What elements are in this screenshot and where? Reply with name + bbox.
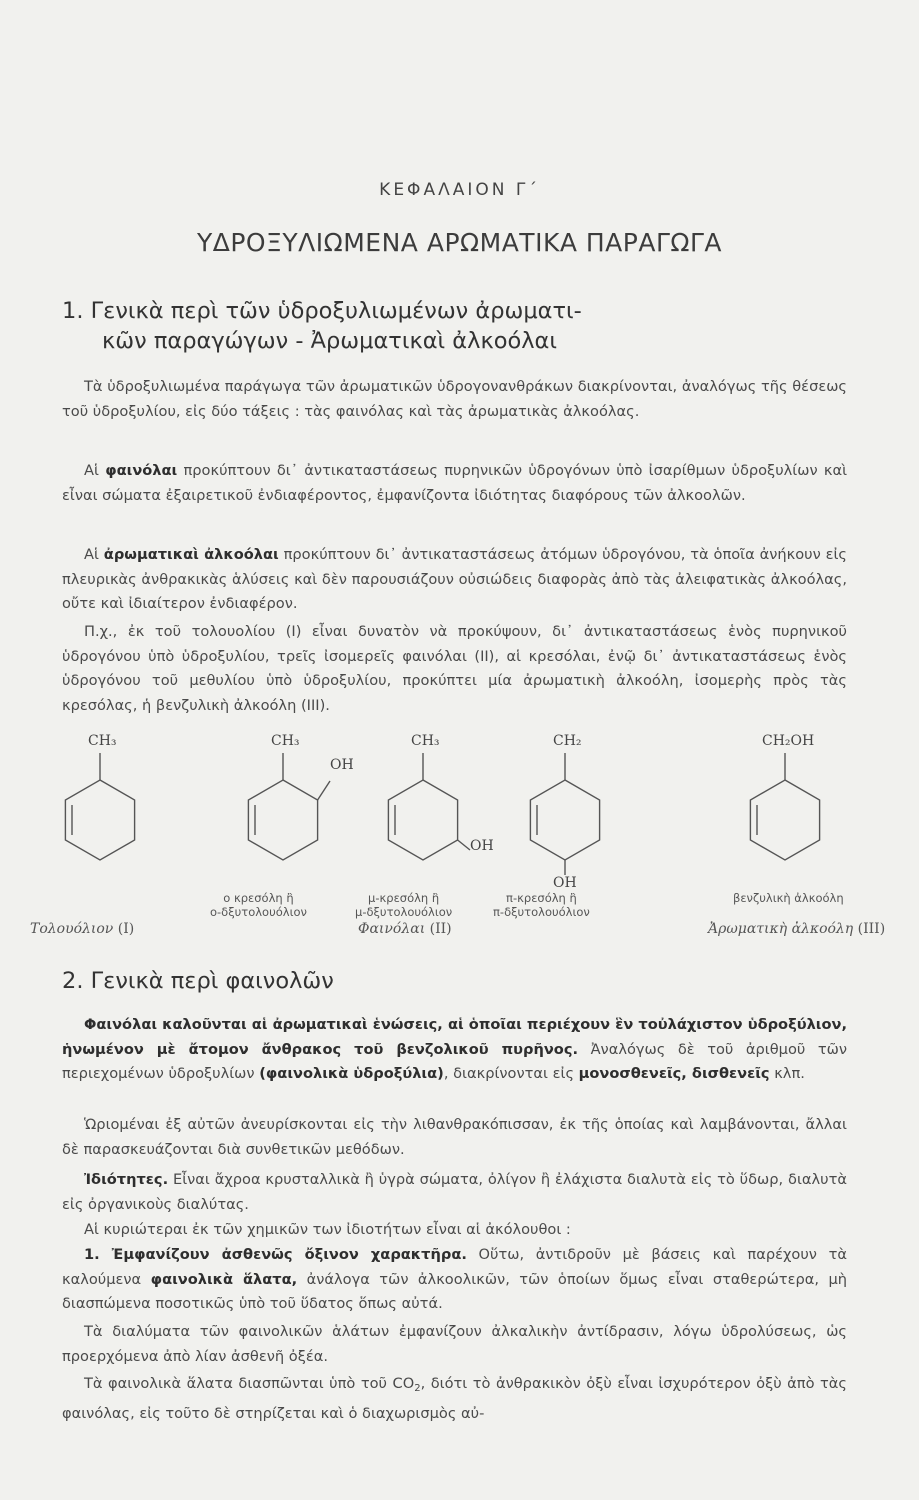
benzyl-alcohol-ring — [750, 753, 819, 860]
ortho-cresol-caption: ο κρεσόλη ἢ ο-δξυτολουόλιον — [210, 891, 307, 919]
meta-cresol-ring — [388, 753, 470, 860]
section-1-title — [62, 296, 862, 356]
aromatic-alcohol-label: Ἀρωματικὴ ἀλκοόλη (ΙΙΙ) — [708, 921, 886, 937]
ortho-oh-label: OH — [330, 757, 354, 773]
benzene-rings-svg — [0, 725, 919, 945]
meta-oh-label: OH — [470, 838, 494, 854]
section-1-paragraph-1: Τὰ ὑδροξυλιωμένα παράγωγα τῶν ἀρωματικῶν ὑδρογονανθράκων διακρίνονται, ἀναλόγως τῆς θέσεως τοῦ ὑδροξυλίου, εἰς δύο τάξεις : τὰς φαινόλας καὶ τὰς ἀρωματικὰς ἀλκοόλας. — [62, 378, 847, 420]
phenols-label: Φαινόλαι (ΙΙ) — [358, 921, 452, 937]
meta-cresol-caption: μ-κρεσόλη ἢ μ-δξυτολουόλιον — [355, 891, 453, 919]
section-2-title: 2. Γενικὰ περὶ φαινολῶν — [62, 968, 334, 994]
toluene-label: Τολουόλιον (Ι) — [30, 921, 135, 937]
section-2-paragraph-7: Τὰ φαινολικὰ ἅλατα διασπῶνται ὑπὸ τοῦ $CO_2$, διότι τὸ ἀνθρακικὸν ὀξὺ εἶναι ἰσχυρότερον ὀξὺ ἀπὸ τὰς φαινόλας, εἰς τοῦτο δὲ στηρίζεται καὶ ὁ διαχωρισμὸς αὐ- — [62, 1375, 847, 1422]
para-cresol-ring — [530, 753, 599, 875]
ortho-cresol-ch3-label: CH₃ — [271, 733, 300, 749]
section-1-paragraph-4: Π.χ., ἐκ τοῦ τολουολίου (Ι) εἶναι δυνατὸν νὰ προκύψουν, δι᾽ ἀντικαταστάσεως ἑνὸς πυρηνικοῦ ὑδρογόνου ὑπὸ ὑδροξυλίου, τρεῖς ἰσομερεῖς φαινόλαι (ΙΙ), αἱ κρεσόλαι, ἐνῷ δι᾽ ἀντικαταστάσεως ἑνὸς ὑδρογόνου τοῦ μεθυλίου ὑπὸ ὑδροξυλίου, προκύπτει μία ἀρωματικὴ ἀλκοόλη, ἰσομερὴς πρὸς τὰς κρεσόλας, ἡ βενζυλικὴ ἀλκοόλη (ΙΙΙ). — [62, 623, 847, 714]
toluene-ch3-label: CH₃ — [88, 733, 117, 749]
meta-cresol-ch3-label: CH₃ — [411, 733, 440, 749]
section-2-paragraph-4: Αἱ κυριώτεραι ἐκ τῶν χημικῶν των ἰδιοτήτων εἶναι αἱ ἀκόλουθοι : — [84, 1221, 571, 1238]
main-title: ΥΔΡΟΞΥΛΙΩΜΕΝΑ ΑΡΩΜΑΤΙΚΑ ΠΑΡΑΓΩΓΑ — [196, 228, 723, 257]
section-2-paragraph-3: Ἰδιότητες. Εἶναι ἄχροα κρυσταλλικὰ ἢ ὑγρὰ σώματα, ὀλίγον ἢ ἐλάχιστα διαλυτὰ εἰς τὸ ὕδωρ, διαλυτὰ εἰς ὀργανικοὺς διαλύτας. — [62, 1171, 847, 1213]
ortho-cresol-ring — [248, 753, 330, 860]
benzyl-alcohol-caption: βενζυλικὴ ἀλκοόλη — [733, 891, 844, 905]
section-2-paragraph-5: 1. Ἐμφανίζουν ἀσθενῶς ὄξινον χαρακτῆρα. Οὕτω, ἀντιδροῦν μὲ βάσεις καὶ παρέχουν τὰ καλούμενα φαινολικὰ ἅλατα, ἀνάλογα τῶν ἀλκοολικῶν, τῶν ὁποίων ὅμως εἶναι σταθερώτερα, μὴ διασπώμενα ποσοτικῶς ὑπὸ τοῦ ὕδατος ὅπως αὐτά. — [62, 1246, 847, 1312]
section-2-paragraph-6: Τὰ διαλύματα τῶν φαινολικῶν ἁλάτων ἐμφανίζουν ἀλκαλικὴν ἀντίδρασιν, λόγω ὑδρολύσεως, ὡς προερχόμενα ἀπὸ λίαν ἀσθενῆ ὀξέα. — [62, 1323, 847, 1365]
para-cresol-ch2-label: CH₂ — [553, 733, 582, 749]
toluene-ring — [65, 753, 134, 860]
section-2-paragraph-1: Φαινόλαι καλοῦνται αἱ ἀρωματικαὶ ἑνώσεις, αἱ ὁποῖαι περιέχουν ἓν τοὐλάχιστον ὑδροξύλιον, ἡνωμένον μὲ ἄτομον ἄνθρακος τοῦ βενζολικοῦ πυρῆνος. Ἀναλόγως δὲ τοῦ ἀριθμοῦ τῶν περιεχομένων ὑδροξυλίων (φαινολικὰ ὑδροξύλια), διακρίνονται εἰς μονοσθενεῖς, δισθενεῖς κλπ. — [62, 1016, 848, 1082]
section-1-paragraph-2: Αἱ φαινόλαι προκύπτουν δι᾽ ἀντικαταστάσεως πυρηνικῶν ὑδρογόνων ὑπὸ ἰσαρίθμων ὑδροξυλίων καὶ εἶναι σώματα ἐξαιρετικοῦ ἐνδιαφέροντος, ἐμφανίζοντα ἰδιότητας διαφόρους τῶν ἀλκοολῶν. — [62, 462, 848, 504]
section-1-title-line1: 1. Γενικὰ περὶ τῶν ὑδροξυλιωμένων ἀρωματι- — [62, 298, 582, 324]
section-2-paragraph-2: Ὡριομέναι ἐξ αὐτῶν ἀνευρίσκονται εἰς τὴν λιθανθρακόπισσαν, ἐκ τῆς ὁποίας καὶ λαμβάνονται, ἄλλαι δὲ παρασκευάζονται διὰ συνθετικῶν μεθόδων. — [62, 1116, 847, 1158]
section-1-title-line2: κῶν παραγώγων - Ἀρωματικαὶ ἀλκοόλαι — [102, 328, 557, 354]
para-cresol-caption: π-κρεσόλη ἢ π-δξυτολουόλιον — [493, 891, 590, 919]
structure-figure — [0, 725, 919, 945]
benzyl-ch2oh-label: CH₂OH — [762, 733, 815, 749]
section-1-paragraph-3: Αἱ ἀρωματικαὶ ἀλκοόλαι προκύπτουν δι᾽ ἀντικαταστάσεως ἀτόμων ὑδρογόνου, τὰ ὁποῖα ἀνήκουν εἰς πλευρικὰς ἀνθρακικὰς ἁλύσεις καὶ δὲν παρουσιάζουν οὐσιώδεις διαφορὰς ἀπὸ τὰς ἀλειφατικὰς ἀλκοόλας, οὔτε καὶ ἰδιαίτερον ἐνδιαφέρον. — [62, 546, 847, 612]
chapter-heading: ΚΕΦΑΛΑΙΟΝ Γ΄ — [379, 180, 540, 200]
para-oh-label: OH — [553, 875, 577, 891]
